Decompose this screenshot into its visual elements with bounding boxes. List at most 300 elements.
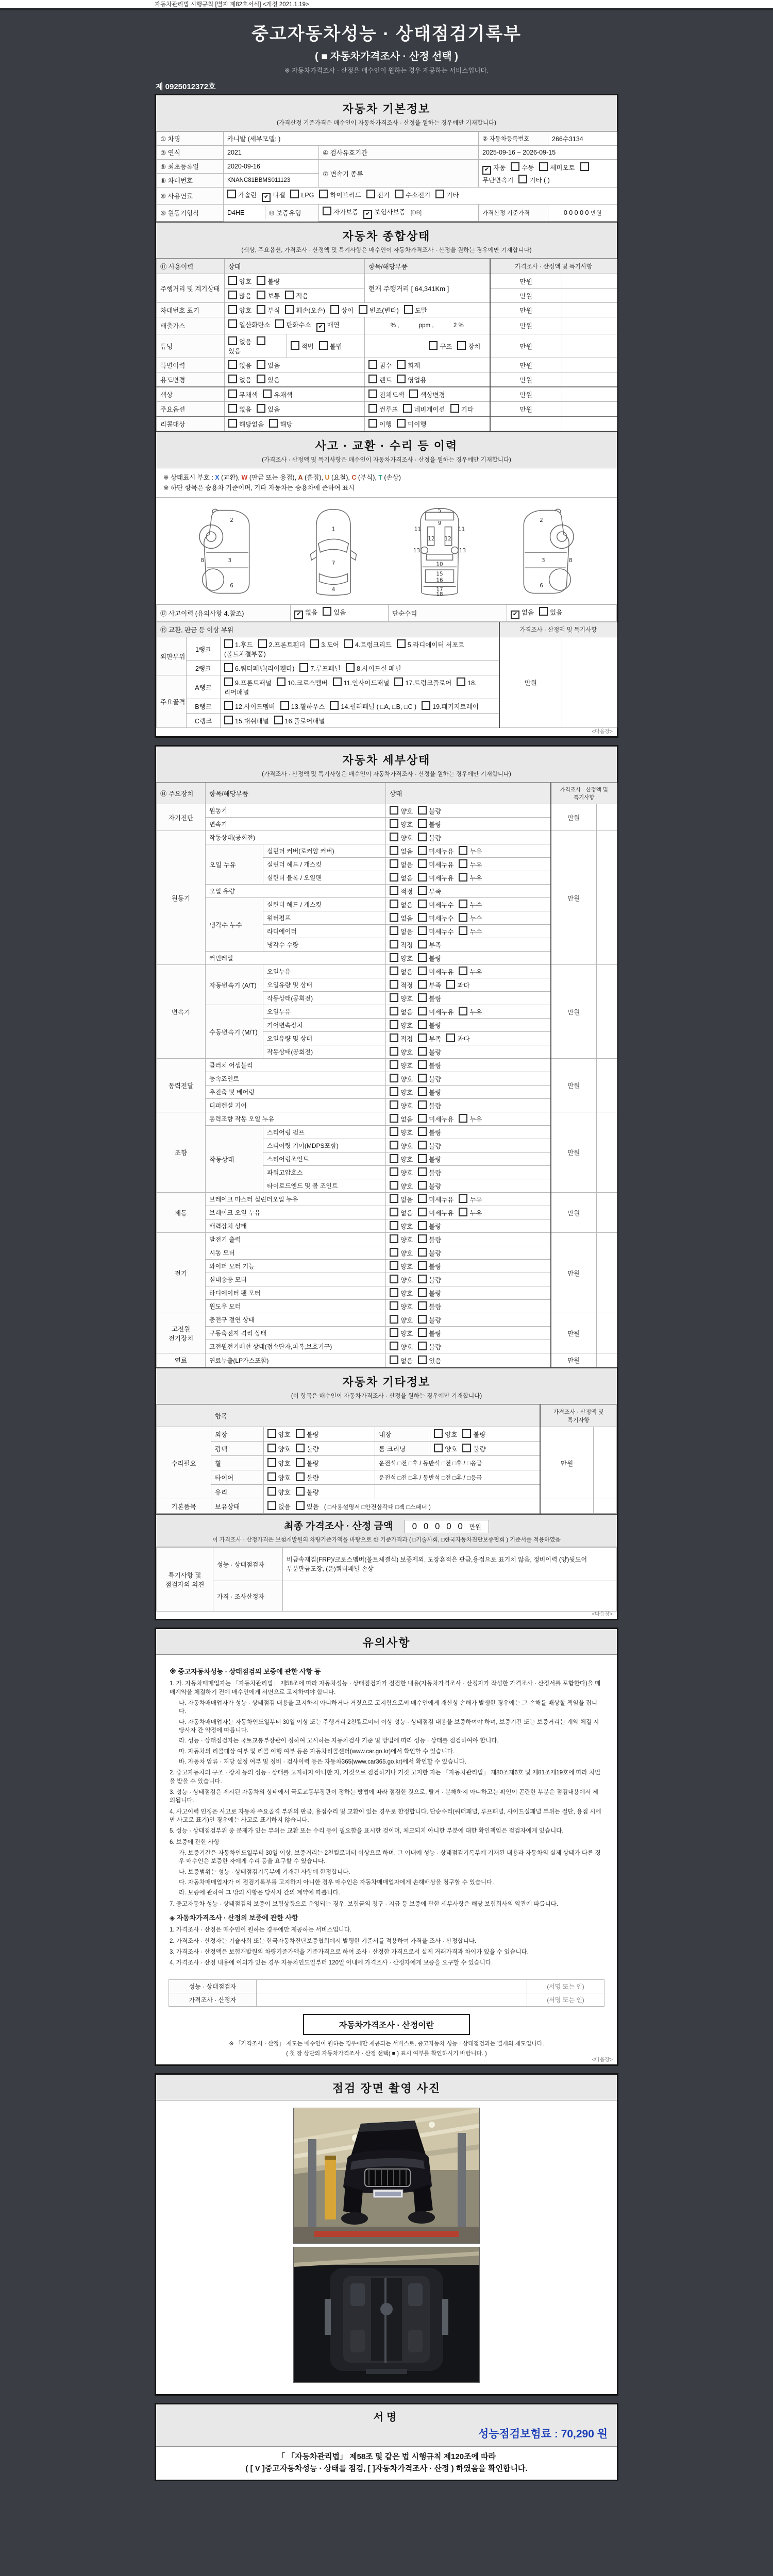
notice-paragraph: 7. 중고자동차 성능 · 상태점검의 보증이 보험상품으로 운영되는 경우, 보험금의 청구 · 지급 등 보증에 관한 세부사항은 해당 보험회사의 약관에 따릅니다. [170,1901,559,1907]
checkbox[interactable] [482,166,491,175]
checkbox-label: 도말 [414,307,427,314]
rank-label: C랭크 [187,714,221,728]
item-state [430,1427,540,1442]
checkbox[interactable] [457,341,466,350]
checkbox[interactable] [333,677,342,686]
checkbox[interactable] [390,1060,398,1069]
checkbox[interactable] [418,1127,427,1136]
checkbox[interactable] [368,389,377,398]
checkbox-label: 수소전기 [405,192,431,199]
checkbox-label: 18.리어패널 [224,680,477,696]
checkbox[interactable] [390,1301,398,1310]
checkbox[interactable] [323,207,331,215]
checkbox[interactable] [418,1234,427,1243]
rank-options [221,714,499,728]
car-diagram-right-side [499,503,592,601]
table-row [157,1427,617,1442]
checkbox[interactable] [390,1100,398,1109]
checkbox[interactable] [462,1444,471,1452]
sign-row-sig[interactable]: (서명 또는 인) [527,1979,604,1993]
checkbox[interactable] [291,341,299,350]
checkbox-label: 전체도색 [379,392,405,399]
checkbox[interactable] [228,276,237,285]
part-state [386,1246,551,1260]
checkbox[interactable] [418,953,427,962]
checkbox[interactable] [269,419,278,428]
checkbox[interactable] [390,833,398,841]
checkbox[interactable] [267,1444,276,1452]
checkbox[interactable] [418,940,427,948]
checkbox[interactable] [390,1114,398,1123]
year-label: ③ 연식 [157,146,224,160]
checkbox[interactable] [228,305,237,314]
sign-row-sig[interactable]: (서명 또는 인) [527,1993,604,2006]
checkbox[interactable] [418,873,427,882]
checkbox[interactable] [368,404,377,413]
rank-label: 1랭크 [187,637,221,661]
checkbox[interactable] [418,967,427,975]
checkbox[interactable] [390,819,398,828]
checkbox[interactable] [390,1208,398,1216]
checkbox-label: 있음 [267,406,280,413]
checkbox[interactable] [459,926,467,935]
part-item-label: 브레이크 마스터 실린더오일 누유 [206,1193,386,1206]
part-item-label: 오일 유량 [206,885,386,898]
checkbox[interactable] [285,305,294,314]
checkbox[interactable] [228,404,237,413]
checkbox-label: 6.쿼터패널(리어휀다) [235,665,295,672]
checkbox[interactable] [390,953,398,962]
checkbox[interactable] [418,1100,427,1109]
checkbox[interactable] [257,360,265,369]
checkbox[interactable] [390,1047,398,1056]
checkbox[interactable] [277,677,285,686]
checkbox[interactable] [390,1033,398,1042]
checkbox[interactable] [390,886,398,895]
checkbox[interactable] [228,389,237,398]
checkbox[interactable] [390,1020,398,1029]
other-info-table [156,1404,617,1514]
table-row [157,1286,617,1300]
checkbox[interactable] [418,886,427,895]
page-subtitle: ( ■ 자동차가격조사 · 산정 선택 ) [315,51,458,62]
checkbox[interactable] [397,360,406,369]
part-item-label: 스티어링 기어(MDPS포함) [263,1139,386,1153]
checkbox[interactable] [418,1087,427,1096]
checkbox[interactable] [418,1261,427,1270]
checkbox[interactable] [390,967,398,975]
checkbox[interactable] [418,1355,427,1364]
checkbox[interactable] [418,1315,427,1324]
checkbox[interactable] [257,404,265,413]
checkbox[interactable] [299,663,308,672]
checkbox[interactable] [418,1328,427,1337]
item-label: 광택 [211,1442,264,1456]
table-row [157,274,617,289]
table-row [157,372,617,387]
checkbox[interactable] [459,1208,467,1216]
svg-text:17: 17 [436,586,443,593]
checkbox[interactable] [319,190,328,198]
table-row [157,1126,617,1139]
checkbox[interactable] [390,1181,398,1190]
checkbox[interactable] [390,900,398,908]
checkbox[interactable] [459,873,467,882]
part-state [386,1072,551,1086]
checkbox-label: LPG [301,192,314,199]
checkbox[interactable] [280,701,289,710]
checkbox-label: 누유 [469,861,482,869]
item-label: 룸 크리닝 [375,1442,430,1456]
checkbox-label: 양호 [400,1330,413,1337]
checkbox[interactable] [368,360,377,369]
remarks-table [156,1547,617,1612]
rank-group: 외판부위 [157,637,187,675]
checkbox[interactable] [418,1114,427,1123]
checkbox[interactable] [290,190,299,198]
checkbox-label: 19.패키지트레이 [432,703,479,710]
price-cell: 만원 [551,831,597,965]
checkbox[interactable] [294,611,303,619]
col-header: 가격조사 · 산정액 및 특기사항 [490,259,617,274]
checkbox[interactable] [296,1458,305,1467]
checkbox[interactable] [330,701,339,710]
part-item-label: 작동상태(공회전) [263,992,386,1005]
checkbox[interactable] [285,291,294,299]
checkbox-label: 없음 [400,1116,413,1123]
checkbox-label: 부족 [429,1036,442,1043]
checkbox-label: 양호 [400,1183,413,1190]
checkbox[interactable] [418,806,427,815]
checkbox[interactable] [267,1487,276,1496]
checkbox[interactable] [409,389,418,398]
item-state [263,1456,375,1470]
checkbox[interactable] [224,716,233,724]
checkbox[interactable] [316,323,325,332]
checkbox[interactable] [459,1007,467,1015]
checkbox[interactable] [418,819,427,828]
checkbox[interactable] [418,833,427,841]
checkbox[interactable] [418,1074,427,1082]
accident-label: ⑫ 사고이력 (유의사항 4.참조) [157,605,291,622]
checkbox[interactable] [390,1074,398,1082]
checkbox-label: 없음 [522,609,534,616]
checkbox-label: 없음 [278,1503,291,1511]
checkbox[interactable] [390,1342,398,1350]
checkbox[interactable] [418,900,427,908]
checkbox[interactable] [418,1033,427,1042]
checkbox[interactable] [397,639,406,648]
checkbox[interactable] [224,663,233,672]
checkbox[interactable] [459,859,467,868]
table-row [157,1072,617,1086]
checkbox[interactable] [418,1154,427,1163]
checkbox[interactable] [418,913,427,922]
checkbox[interactable] [390,806,398,815]
price-appraisal-line1: ※ 「가격조사 · 산정」 제도는 매수인이 원하는 경우에만 제공되는 서비스로, 중고자동차 성능 · 상태점검과는 별개의 제도입니다. [229,2040,544,2047]
part-state [386,1179,551,1193]
part-group-label: 수동변속기 (M/T) [206,1005,263,1059]
checkbox[interactable] [262,193,271,202]
checkbox-label: 양호 [400,1170,413,1177]
rank-label: B랭크 [187,699,221,714]
checkbox[interactable] [390,1141,398,1149]
checkbox[interactable] [359,305,367,314]
checkbox[interactable] [418,980,427,989]
section-basic-header [156,95,617,131]
checkbox[interactable] [224,639,233,648]
checkbox[interactable] [267,1429,276,1438]
checkbox[interactable] [418,1342,427,1350]
checkbox[interactable] [390,1167,398,1176]
checkbox[interactable] [257,305,265,314]
checkbox[interactable] [418,1181,427,1190]
checkbox[interactable] [434,1429,443,1438]
checkbox[interactable] [274,716,283,724]
checkbox-label: 있음 [267,362,280,369]
checkbox[interactable] [418,859,427,868]
checkbox[interactable] [296,1472,305,1481]
checkbox[interactable] [539,607,548,616]
checkbox[interactable] [390,1355,398,1364]
checkbox[interactable] [390,926,398,935]
part-state [386,831,551,844]
checkbox[interactable] [457,677,465,686]
checkbox-label: 양호 [278,1475,291,1482]
checkbox-label: 유채색 [274,392,293,399]
checkbox-label: 과다 [457,982,470,989]
section-photo-header [156,2075,617,2100]
checkbox[interactable] [459,967,467,975]
checkbox[interactable] [518,175,527,183]
checkbox[interactable] [459,913,467,922]
checkbox[interactable] [390,873,398,882]
checkbox[interactable] [418,1288,427,1297]
checkbox[interactable] [224,701,233,710]
checkbox-label: 해당 [280,421,293,428]
warranty-suffix: [DB] [410,210,422,216]
checkbox[interactable] [390,1194,398,1203]
checkbox[interactable] [296,1429,305,1438]
checkbox[interactable] [418,1007,427,1015]
checkbox[interactable] [228,360,237,369]
part-item-label: 냉각수 수량 [263,938,386,952]
checkbox[interactable] [390,913,398,922]
checkbox-label: 양호 [400,1290,413,1297]
checkbox[interactable] [257,276,265,285]
checkbox[interactable] [267,1501,276,1510]
inspector-comment: 비금속재질(FRP)/크로스멤버(볼트체결식) 보증제외, 도장흔적은 판금,용접으로 표기치 않음, 정비이력 (양)뒷도어 부분판금도장, (운)쿼터패널 손상 [283,1548,617,1581]
checkbox[interactable] [323,607,331,616]
checkbox[interactable] [228,375,237,383]
checkbox-label: 자동 [493,164,506,172]
checkbox[interactable] [446,1033,455,1042]
checkbox[interactable] [390,1221,398,1230]
checkbox[interactable] [446,980,455,989]
checkbox[interactable] [459,900,467,908]
rank-options [221,637,499,661]
checkbox[interactable] [418,1141,427,1149]
notice-paragraph: 4. 가격조사 · 산정 내용에 이의가 있는 경우 자동차인도일부터 120일 이내에 가격조사 · 산정자에게 보증을 요구할 수 있습니다. [170,1960,493,1967]
checkbox-label: 불량 [429,1049,442,1056]
checkbox[interactable] [418,1194,427,1203]
checkbox[interactable] [390,846,398,855]
checkbox[interactable] [390,1261,398,1270]
emission-state [225,317,365,334]
checkbox[interactable] [459,1114,467,1123]
checkbox[interactable] [418,1275,427,1283]
table-row [157,1260,617,1273]
checkbox[interactable] [368,419,377,428]
table-row [157,1246,617,1260]
checkbox[interactable] [390,1087,398,1096]
checkbox[interactable] [418,1208,427,1216]
checkbox-label: 양호 [400,1344,413,1351]
section-note: (가격조사 · 산정액 및 특기사항은 매수인이 자동차가격조사 · 산정을 원하는 경우에만 기재합니다) [262,457,511,463]
notice-paragraph: 3. 가격조사 · 산정액은 보험개발원의 차량기준가액을 기준가격으로 하여 조사 · 산정한 가격으로서 실제 거래가격과 차이가 있을 수 있습니다. [170,1949,529,1956]
checkbox[interactable] [296,1501,305,1510]
checkbox[interactable] [363,210,372,219]
checkbox[interactable] [418,1167,427,1176]
checkbox[interactable] [462,1429,471,1438]
checkbox[interactable] [257,336,265,345]
section-overall-header [156,222,617,259]
checkbox[interactable] [390,1288,398,1297]
checkbox[interactable] [395,190,404,198]
checkbox[interactable] [511,162,519,171]
checkbox[interactable] [319,341,328,350]
part-item-label: 실내송풍 모터 [206,1273,386,1286]
checkbox-label: 없음 [305,609,318,616]
checkbox[interactable] [418,926,427,935]
checkbox[interactable] [459,846,467,855]
col-header: 가격조사 · 산정액 및 특기사항 [551,783,617,804]
checkbox[interactable] [390,1234,398,1243]
checkbox-label: 불량 [429,995,442,1003]
part-item-label: 워터펌프 [263,911,386,925]
table-row [157,303,617,317]
checkbox[interactable] [310,639,319,648]
checkbox[interactable] [397,375,406,383]
checkbox[interactable] [258,639,267,648]
checkbox[interactable] [539,162,548,171]
checkbox[interactable] [459,1194,467,1203]
checkbox[interactable] [429,341,438,350]
checkbox-label: 부족 [429,982,442,989]
checkbox-label: 양호 [445,1446,458,1453]
table-row [157,1206,617,1219]
checkbox[interactable] [390,859,398,868]
checkbox[interactable] [390,1248,398,1257]
checkbox[interactable] [257,375,265,383]
checkbox[interactable] [228,419,237,428]
checkbox[interactable] [275,319,284,328]
checkbox[interactable] [368,375,377,383]
checkbox[interactable] [390,1328,398,1337]
checkbox[interactable] [450,404,459,413]
checkbox[interactable] [580,162,589,171]
checkbox-label: 미세누유 [429,848,454,855]
checkbox[interactable] [397,419,406,428]
reg-no-label: ② 자동차등록번호 [479,132,548,146]
remark-cell [562,372,617,387]
checkbox[interactable] [403,404,412,413]
checkbox[interactable] [418,846,427,855]
next-page-note: <다음장> [592,729,613,735]
checkbox[interactable] [390,993,398,1002]
checkbox[interactable] [390,1154,398,1163]
checkbox[interactable] [418,1060,427,1069]
part-state [386,1327,551,1340]
checkbox[interactable] [418,1248,427,1257]
rank-header-right: 가격조사 · 산정액 및 특기사항 [499,622,617,637]
checkbox[interactable] [390,1315,398,1324]
checkbox-label: 양호 [239,307,252,314]
checkbox[interactable] [296,1487,305,1496]
checkbox[interactable] [434,1444,443,1452]
checkbox[interactable] [228,319,237,328]
part-state [386,1032,551,1045]
sign-row-label: 성능 · 상태점검자 [169,1979,257,1993]
part-state [386,898,551,911]
checkbox[interactable] [330,305,339,314]
final-price-label: 최종 가격조사 · 산정 금액 [284,1521,393,1532]
checkbox[interactable] [227,190,236,198]
checkbox-label: 7.루프패널 [310,665,341,672]
checkbox[interactable] [267,1472,276,1481]
checkbox[interactable] [418,1221,427,1230]
checkbox[interactable] [228,336,237,345]
checkbox[interactable] [418,1020,427,1029]
next-page-note: <다음장> [592,1612,613,1617]
checkbox[interactable] [296,1444,305,1452]
checkbox[interactable] [418,993,427,1002]
checkbox[interactable] [390,1275,398,1283]
appraiser-label: 가격 · 조사산정자 [213,1581,283,1612]
table-row [157,818,617,831]
checkbox[interactable] [511,611,519,619]
checkbox[interactable] [422,701,430,710]
price-cell: 만원 [540,1427,594,1499]
checkbox[interactable] [390,980,398,989]
checkbox[interactable] [366,190,375,198]
checkbox[interactable] [344,639,353,648]
checkbox[interactable] [404,305,413,314]
col-header: ⑪ 사용이력 [157,259,225,274]
part-item-label: 작동상태(공회전) [263,1045,386,1059]
checkbox[interactable] [418,1047,427,1056]
svg-text:6: 6 [540,583,543,589]
checkbox[interactable] [418,1301,427,1310]
remark-cell [562,317,617,334]
checkbox[interactable] [435,190,444,198]
checkbox[interactable] [390,1127,398,1136]
checkbox[interactable] [267,1458,276,1467]
checkbox-label: 불량 [429,1076,442,1083]
checkbox[interactable] [257,291,265,299]
part-item-label: 스티어링 펌프 [263,1126,386,1139]
checkbox[interactable] [390,940,398,948]
checkbox[interactable] [390,1007,398,1015]
checkbox-label: 양호 [400,1049,413,1056]
checkbox[interactable] [263,389,272,398]
checkbox[interactable] [394,677,403,686]
checkbox[interactable] [346,663,355,672]
item-state [263,1427,375,1442]
checkbox[interactable] [224,677,233,686]
checkbox[interactable] [228,291,237,299]
table-row [157,1353,617,1367]
